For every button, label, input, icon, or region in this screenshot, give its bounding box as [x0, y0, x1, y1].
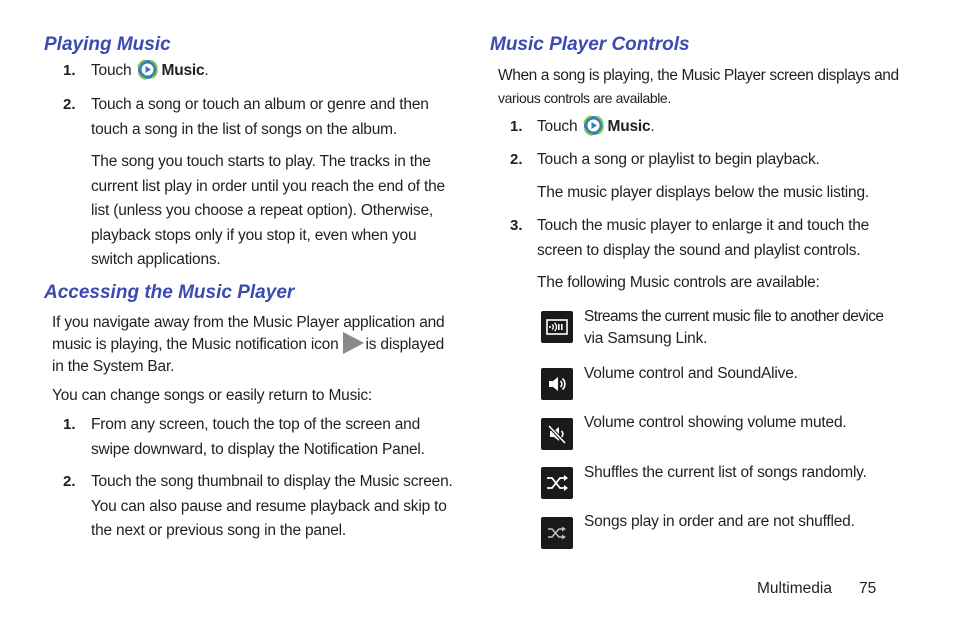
step-number: 2.	[510, 151, 523, 168]
accessing-intro: If you navigate away from the Music Player application and music is playing, the Music notification icon is displayed in the System Bar.	[52, 314, 445, 375]
volume-icon	[541, 368, 573, 400]
step-number: 3.	[510, 217, 523, 234]
step-number: 2.	[63, 96, 76, 113]
heading-accessing-music-player: Accessing the Music Player	[44, 282, 295, 303]
step-playing-1: Touch Music.	[91, 59, 209, 84]
shuffle-on-icon	[541, 467, 573, 499]
step-number: 2.	[63, 473, 76, 490]
step-number: 1.	[63, 62, 76, 79]
accessing-change-text: You can change songs or easily return to Music:	[52, 387, 373, 404]
step-text: Touch	[91, 62, 132, 79]
heading-playing-music: Playing Music	[44, 34, 171, 55]
music-app-icon	[137, 59, 158, 80]
volume-muted-icon	[541, 418, 573, 450]
step-accessing-2: Touch the song thumbnail to display the Music screen. You can also pause and resume playback and skip to the next or previous song in the panel.	[91, 473, 453, 539]
samsung-link-icon	[541, 311, 573, 343]
step-number: 1.	[510, 118, 523, 135]
step-controls-3: Touch the music player to enlarge it and touch the screen to display the sound and playlist controls.	[537, 217, 870, 259]
music-app-icon	[583, 115, 604, 136]
step-number: 1.	[63, 416, 76, 433]
control-desc-samsung-link: Streams the current music file to another device via Samsung Link.	[584, 308, 884, 347]
control-desc-shuffle-on: Shuffles the current list of songs randomly.	[584, 464, 867, 481]
step-controls-3-note: The following Music controls are available:	[537, 274, 820, 291]
control-desc-shuffle-off: Songs play in order and are not shuffled.	[584, 513, 855, 530]
step-controls-2-note: The music player displays below the music listing.	[537, 184, 869, 201]
heading-music-player-controls: Music Player Controls	[490, 34, 690, 55]
step-accessing-1: From any screen, touch the top of the screen and swipe downward, to display the Notification Panel.	[91, 416, 425, 458]
playing-note: The song you touch starts to play. The tracks in the current list play in order until you reach the end of the list (unless you choose a repeat option). Otherwise, playback stops only if you stop it, even when you switch applications.	[91, 153, 445, 268]
music-app-label: Music	[607, 118, 651, 135]
controls-intro: When a song is playing, the Music Player screen displays and various controls are available.	[498, 67, 899, 106]
control-desc-volume: Volume control and SoundAlive.	[584, 365, 798, 382]
step-controls-2: Touch a song or playlist to begin playback.	[537, 151, 820, 168]
music-app-label: Music	[161, 62, 205, 79]
footer-page-number: 75	[859, 580, 877, 597]
shuffle-off-icon	[541, 517, 573, 549]
music-notification-icon	[341, 331, 365, 355]
step-playing-2: Touch a song or touch an album or genre and then touch a song in the list of songs on the album.	[91, 96, 429, 138]
step-controls-1: Touch Music.	[537, 115, 655, 140]
footer-section-name: Multimedia	[757, 580, 832, 597]
control-desc-volume-muted: Volume control showing volume muted.	[584, 414, 847, 431]
